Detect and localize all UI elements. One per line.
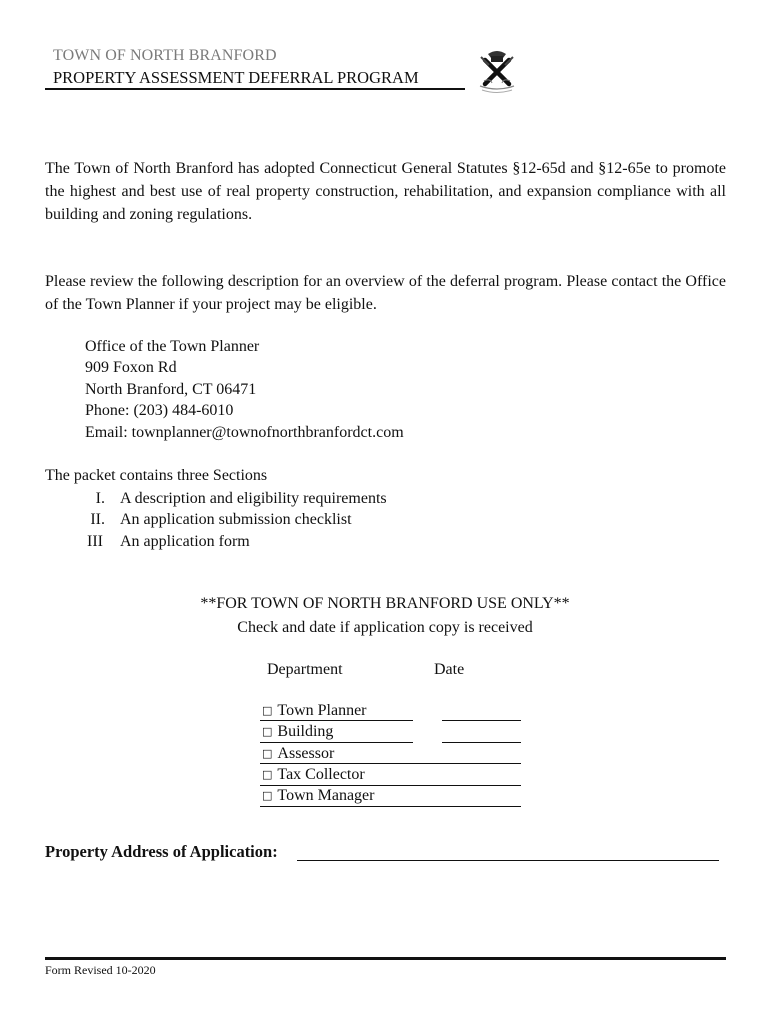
office-email: Email: townplanner@townofnorthbranfordct.com — [85, 423, 404, 441]
office-use-heading: **FOR TOWN OF NORTH BRANFORD USE ONLY** — [200, 595, 570, 612]
office-city: North Branford, CT 06471 — [85, 380, 257, 398]
date-field-town-planner[interactable] — [442, 720, 521, 721]
section-text: An application form — [120, 532, 250, 550]
department-label: Assessor — [277, 745, 335, 762]
department-row-tax-collector[interactable] — [262, 766, 365, 787]
town-name: TOWN OF NORTH BRANFORD — [53, 47, 277, 64]
department-label: Tax Collector — [277, 766, 365, 783]
section-list — [45, 488, 545, 552]
department-column-header: Department — [267, 661, 343, 678]
checkbox-icon[interactable]: □ — [262, 704, 273, 717]
office-name: Office of the Town Planner — [85, 338, 260, 355]
section-number: II. — [90, 511, 105, 529]
footer-divider — [45, 957, 726, 960]
date-field-tax-collector[interactable] — [260, 785, 521, 786]
checkbox-icon[interactable]: □ — [262, 725, 273, 738]
section-number: III — [87, 532, 103, 550]
checkbox-icon[interactable]: □ — [262, 747, 273, 760]
date-field-building[interactable] — [442, 742, 521, 743]
department-label: Building — [277, 723, 334, 740]
section-item — [45, 531, 545, 552]
department-underline — [260, 720, 413, 721]
checkbox-icon[interactable]: □ — [262, 768, 273, 781]
department-label: Town Planner — [277, 702, 367, 719]
date-field-town-manager[interactable] — [260, 806, 521, 807]
office-use-instruction: Check and date if application copy is received — [237, 619, 533, 636]
section-text: An application submission checklist — [120, 511, 352, 529]
property-address-field[interactable] — [297, 860, 719, 861]
date-column-header: Date — [434, 661, 465, 678]
form-revision: Form Revised 10-2020 — [45, 963, 156, 977]
office-street: 909 Foxon Rd — [85, 359, 177, 377]
checkbox-icon[interactable]: □ — [262, 789, 273, 802]
intro-paragraph-statutes: The Town of North Branford has adopted Connecticut General Statutes §12-65d and §12-65e to promote the highest and best use of real property construction, rehabilitation, and expansion compliance with all building and zoning regulations. — [45, 160, 726, 223]
department-row-town-manager[interactable] — [262, 787, 374, 808]
office-phone: Phone: (203) 484-6010 — [85, 402, 234, 420]
town-seal-icon — [474, 48, 520, 96]
intro-paragraph-review: Please review the following description for an overview of the deferral program. Please contact the Office of the Town Planner if your project may be eligible. — [45, 273, 726, 313]
date-field-assessor[interactable] — [260, 763, 521, 764]
header-divider — [45, 88, 465, 90]
section-text: A description and eligibility requirements — [120, 490, 387, 507]
property-address-label: Property Address of Application: — [45, 842, 278, 861]
section-item — [45, 509, 545, 530]
section-number: I. — [95, 490, 105, 507]
packet-intro: The packet contains three Sections — [45, 467, 268, 484]
program-title: PROPERTY ASSESSMENT DEFERRAL PROGRAM — [53, 68, 419, 87]
department-label: Town Manager — [277, 787, 375, 804]
contact-block — [85, 336, 404, 443]
section-item — [45, 488, 545, 509]
department-row-building[interactable] — [262, 723, 333, 744]
department-underline — [260, 742, 413, 743]
